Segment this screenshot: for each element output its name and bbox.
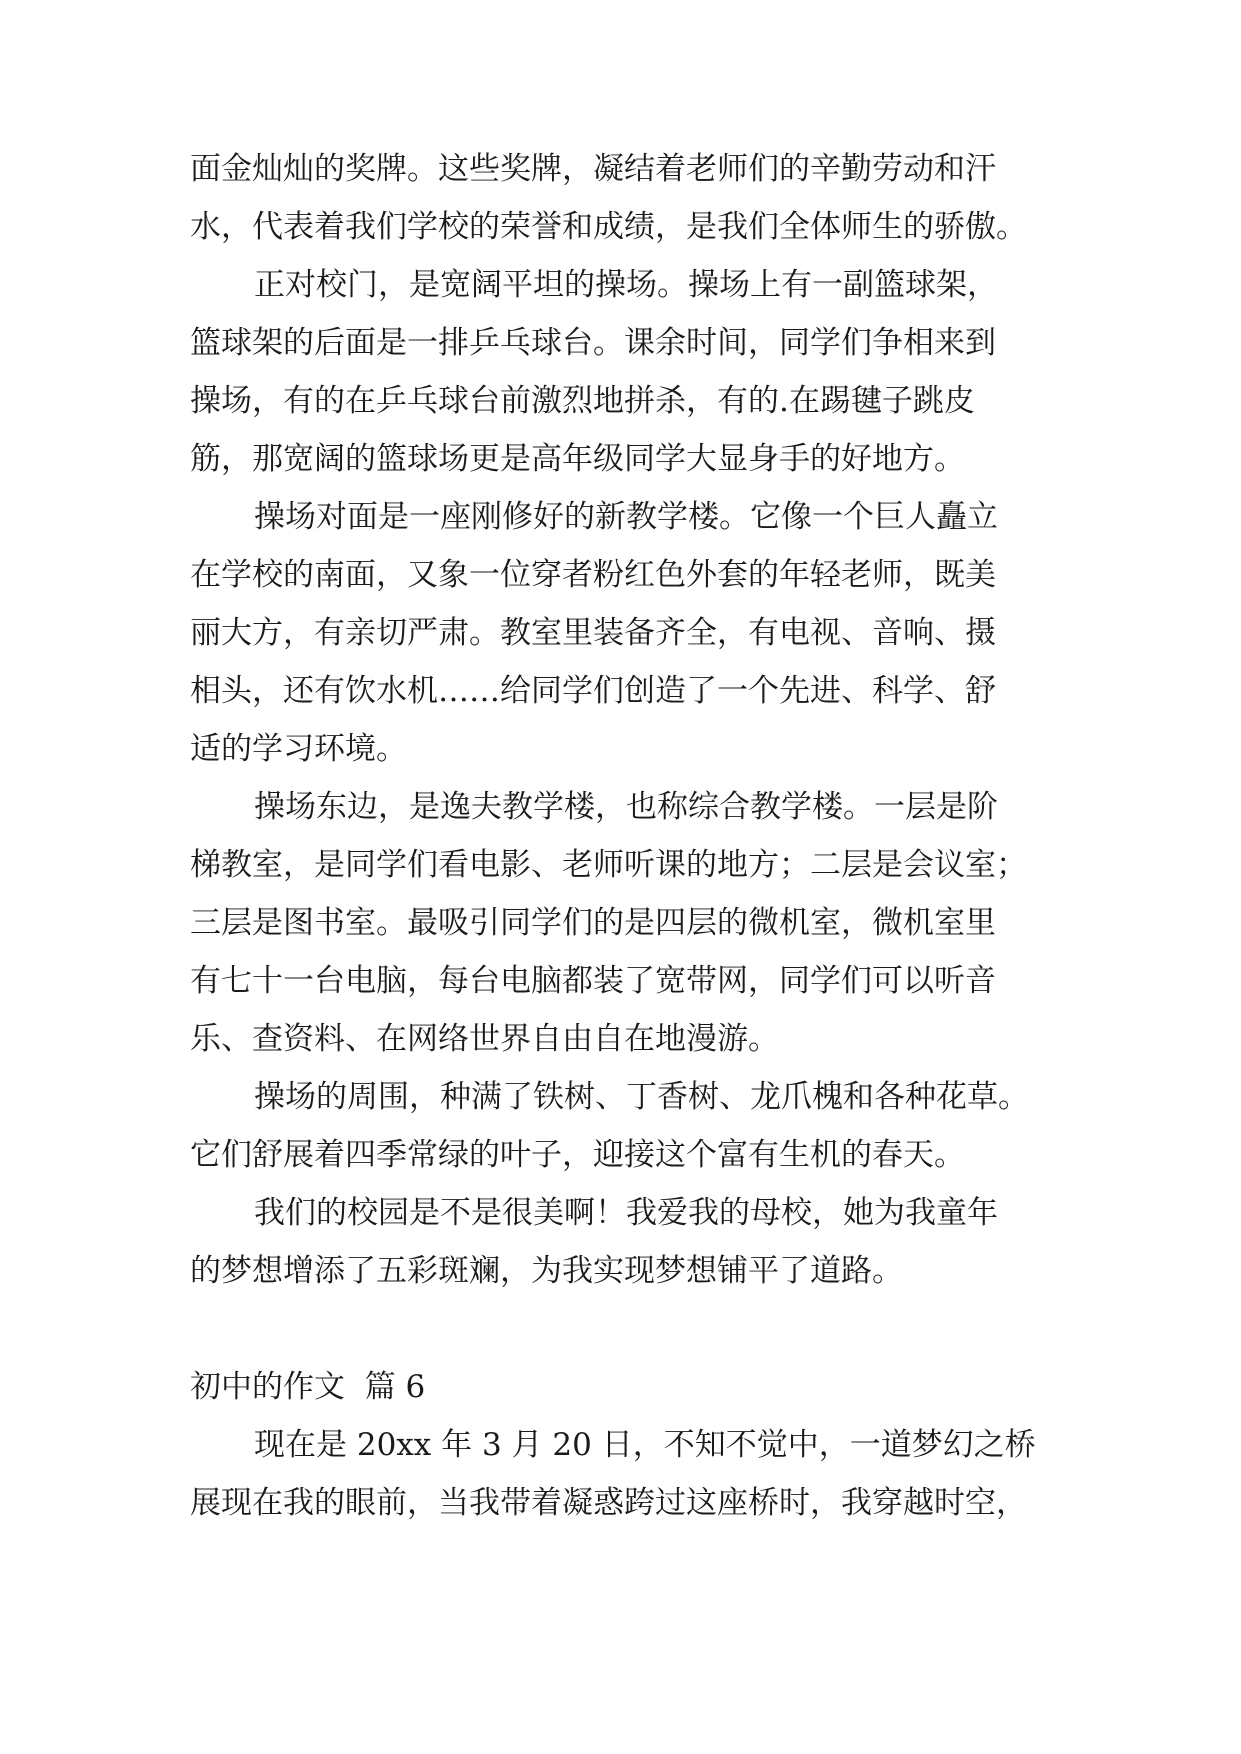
text-line: 它们舒展着四季常绿的叶子，迎接这个富有生机的春天。	[190, 1137, 965, 1173]
text-line: 正对校门，是宽阔平坦的操场。操场上有一副篮球架，	[254, 267, 998, 303]
text-line: 操场对面是一座刚修好的新教学楼。它像一个巨人矗立	[254, 499, 998, 535]
text-line: 面金灿灿的奖牌。这些奖牌，凝结着老师们的辛勤劳动和汗	[190, 151, 996, 187]
text-line: 适的学习环境。	[190, 731, 407, 767]
paragraph	[190, 488, 1060, 778]
essay-section-6	[190, 1416, 1060, 1532]
text-line: 操场东边，是逸夫教学楼，也称综合教学楼。一层是阶	[254, 789, 998, 825]
paragraph	[190, 256, 1060, 488]
text-line: 有七十一台电脑，每台电脑都装了宽带网，同学们可以听音	[190, 963, 996, 999]
essay-section-continued	[190, 140, 1060, 1300]
text-line: 操场的周围，种满了铁树、丁香树、龙爪槐和各种花草。	[254, 1079, 1029, 1115]
text-line: 在学校的南面，又象一位穿者粉红色外套的年轻老师，既美	[190, 557, 996, 593]
paragraph	[190, 1184, 1060, 1300]
text-line: 我们的校园是不是很美啊！我爱我的母校，她为我童年	[254, 1195, 998, 1231]
text-line: 展现在我的眼前，当我带着凝惑跨过这座桥时，我穿越时空，	[190, 1485, 1027, 1521]
paragraph	[190, 140, 1060, 256]
text-line: 现在是 20xx 年 3 月 20 日，不知不觉中，一道梦幻之桥	[254, 1427, 1036, 1463]
text-line: 篮球架的后面是一排乒乓球台。课余时间，同学们争相来到	[190, 325, 996, 361]
paragraph	[190, 1416, 1060, 1532]
document-body	[190, 140, 1060, 1532]
text-line: 相头，还有饮水机……给同学们创造了一个先进、科学、舒	[190, 673, 996, 709]
text-line: 乐、查资料、在网络世界自由自在地漫游。	[190, 1021, 779, 1057]
text-line: 三层是图书室。最吸引同学们的是四层的微机室，微机室里	[190, 905, 996, 941]
text-line: 的梦想增添了五彩斑斓，为我实现梦想铺平了道路。	[190, 1253, 903, 1289]
paragraph	[190, 778, 1060, 1068]
paragraph	[190, 1068, 1060, 1184]
text-line: 操场，有的在乒乓球台前激烈地拼杀，有的.在踢毽子跳皮	[190, 383, 975, 419]
text-line: 丽大方，有亲切严肃。教室里装备齐全，有电视、音响、摄	[190, 615, 996, 651]
text-line: 梯教室，是同学们看电影、老师听课的地方；二层是会议室；	[190, 847, 1027, 883]
text-line: 水，代表着我们学校的荣誉和成绩，是我们全体师生的骄傲。	[190, 209, 1027, 245]
section-heading: 初中的作文 篇 6	[190, 1369, 426, 1405]
text-line: 筋，那宽阔的篮球场更是高年级同学大显身手的好地方。	[190, 441, 965, 477]
